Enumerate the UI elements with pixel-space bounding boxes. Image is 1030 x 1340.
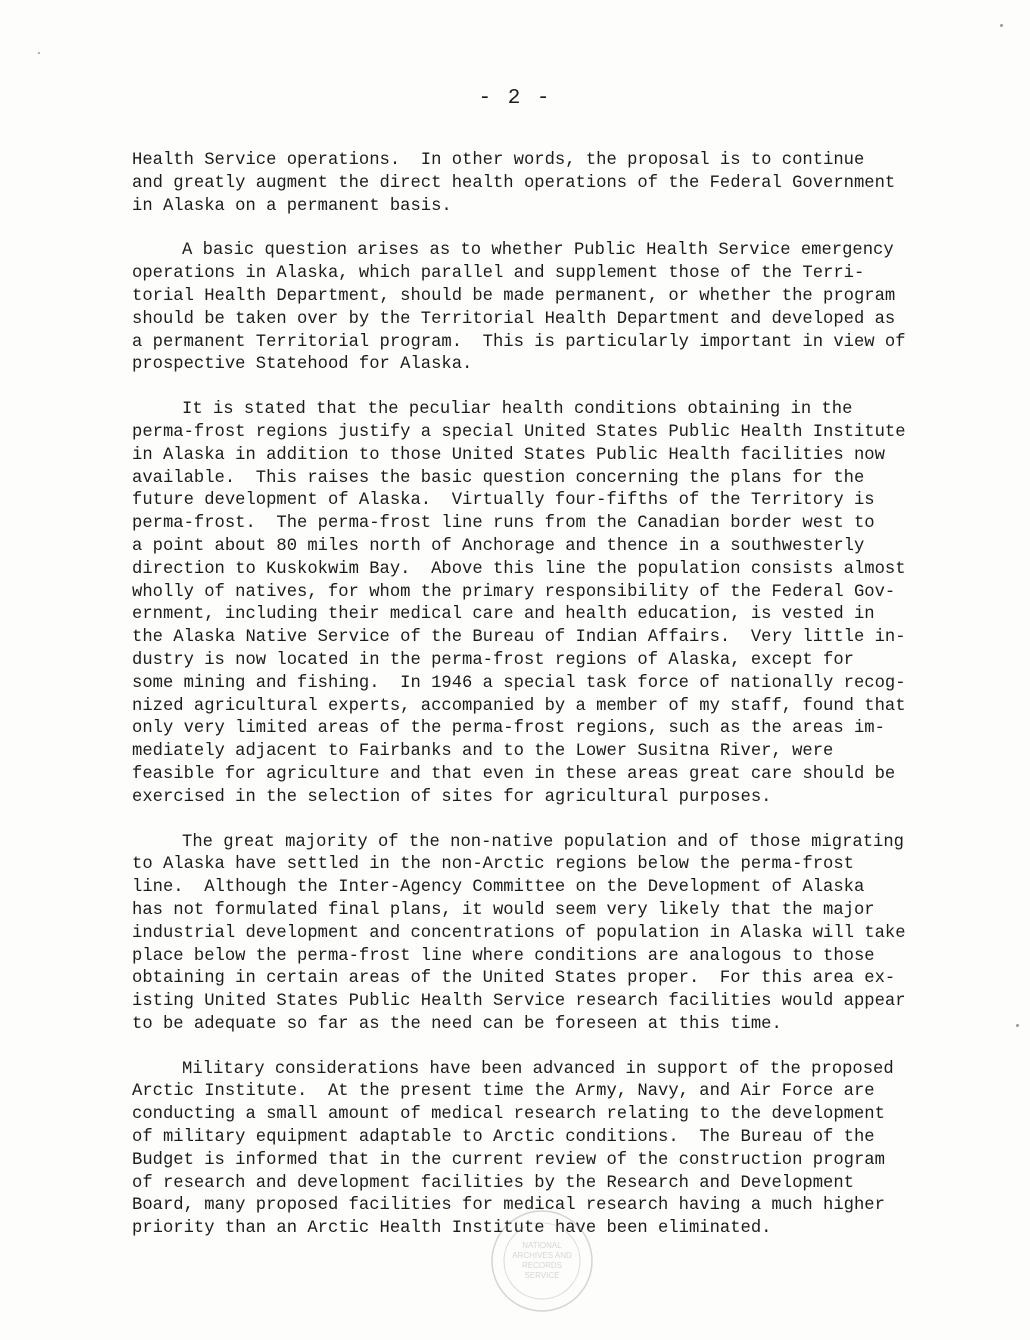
paragraph (132, 150, 942, 218)
text-line: line. Although the Inter-Agency Committee on the Development of Alaska (132, 878, 865, 898)
text-line: It is stated that the peculiar health conditions obtaining in the (182, 400, 853, 420)
archives-stamp (487, 1206, 597, 1316)
text-line: industrial development and concentrations of population in Alaska will take (132, 923, 906, 943)
text-line: some mining and fishing. In 1946 a special task force of nationally recog- (132, 673, 906, 693)
text-line: perma-frost regions justify a special United States Public Health Institute (132, 422, 906, 442)
text-line: Arctic Institute. At the present time the Army, Navy, and Air Force are (132, 1082, 875, 1102)
text-line: to Alaska have settled in the non-Arctic regions below the perma-frost (132, 855, 854, 875)
stamp-text: NATIONAL (522, 1241, 562, 1250)
text-line: Board, many proposed facilities for medical research having a much higher (132, 1196, 885, 1216)
text-line: torial Health Department, should be made permanent, or whether the program (132, 286, 896, 306)
text-line: only very limited areas of the perma-frost regions, such as the areas im- (132, 719, 885, 739)
text-line: Military considerations have been advanced in support of the proposed (182, 1059, 894, 1079)
text-line: a point about 80 miles north of Anchorage and thence in a southwesterly (132, 536, 865, 556)
text-line: ernment, including their medical care and health education, is vested in (132, 605, 875, 625)
paragraph (132, 399, 942, 809)
text-line: perma-frost. The perma-frost line runs from the Canadian border west to (132, 514, 875, 534)
text-line: direction to Kuskokwim Bay. Above this line the population consists almost (132, 559, 906, 579)
text-line: The great majority of the non-native population and of those migrating (182, 832, 904, 852)
page-number: - 2 - (478, 87, 552, 110)
text-line: Budget is informed that in the current review of the construction program (132, 1150, 885, 1170)
text-line: has not formulated final plans, it would seem very likely that the major (132, 900, 875, 920)
text-line: operations in Alaska, which parallel and supplement those of the Terri- (132, 264, 865, 284)
text-line: isting United States Public Health Service research facilities would appear (132, 992, 906, 1012)
document-body (132, 150, 942, 1263)
text-line: to be adequate so far as the need can be foreseen at this time. (132, 1014, 782, 1034)
text-line: priority than an Arctic Health Institute have been eliminated. (132, 1219, 772, 1239)
stamp-text: ARCHIVES AND (512, 1251, 572, 1260)
text-line: dustry is now located in the perma-frost regions of Alaska, except for (132, 650, 854, 670)
text-line: of research and development facilities by the Research and Development (132, 1173, 854, 1193)
text-line: available. This raises the basic question concerning the plans for the (132, 468, 865, 488)
text-line: A basic question arises as to whether Public Health Service emergency (182, 241, 894, 261)
text-line: place below the perma-frost line where conditions are analogous to those (132, 946, 875, 966)
paper-speck (1016, 1024, 1019, 1027)
text-line: exercised in the selection of sites for agricultural purposes. (132, 787, 772, 807)
stamp-text: SERVICE (524, 1271, 560, 1280)
text-line: the Alaska Native Service of the Bureau of Indian Affairs. Very little in- (132, 628, 906, 648)
text-line: Health Service operations. In other words, the proposal is to continue (132, 151, 865, 170)
text-line: mediately adjacent to Fairbanks and to the Lower Susitna River, were (132, 742, 834, 762)
text-line: future development of Alaska. Virtually four-fifths of the Territory is (132, 491, 875, 511)
text-line: obtaining in certain areas of the United States proper. For this area ex- (132, 969, 896, 989)
text-line: feasible for agriculture and that even in these areas great care should be (132, 764, 896, 784)
paper-speck (38, 52, 40, 54)
paper-speck (1000, 24, 1003, 27)
text-line: a permanent Territorial program. This is particularly important in view of (132, 332, 906, 352)
text-line: nized agricultural experts, accompanied by a member of my staff, found that (132, 696, 906, 716)
text-line: conducting a small amount of medical research relating to the development (132, 1105, 885, 1125)
text-line: prospective Statehood for Alaska. (132, 355, 473, 375)
text-line: wholly of natives, for whom the primary responsibility of the Federal Gov- (132, 582, 896, 602)
text-line: in Alaska on a permanent basis. (132, 196, 452, 216)
text-line: in Alaska in addition to those United States Public Health facilities now (132, 445, 885, 465)
stamp-text: RECORDS (521, 1261, 563, 1270)
paragraph (132, 832, 942, 1037)
text-line: and greatly augment the direct health operations of the Federal Government (132, 173, 896, 193)
text-line: should be taken over by the Territorial Health Department and developed as (132, 309, 896, 329)
text-line: of military equipment adaptable to Arctic conditions. The Bureau of the (132, 1128, 875, 1148)
paragraph (132, 240, 942, 377)
